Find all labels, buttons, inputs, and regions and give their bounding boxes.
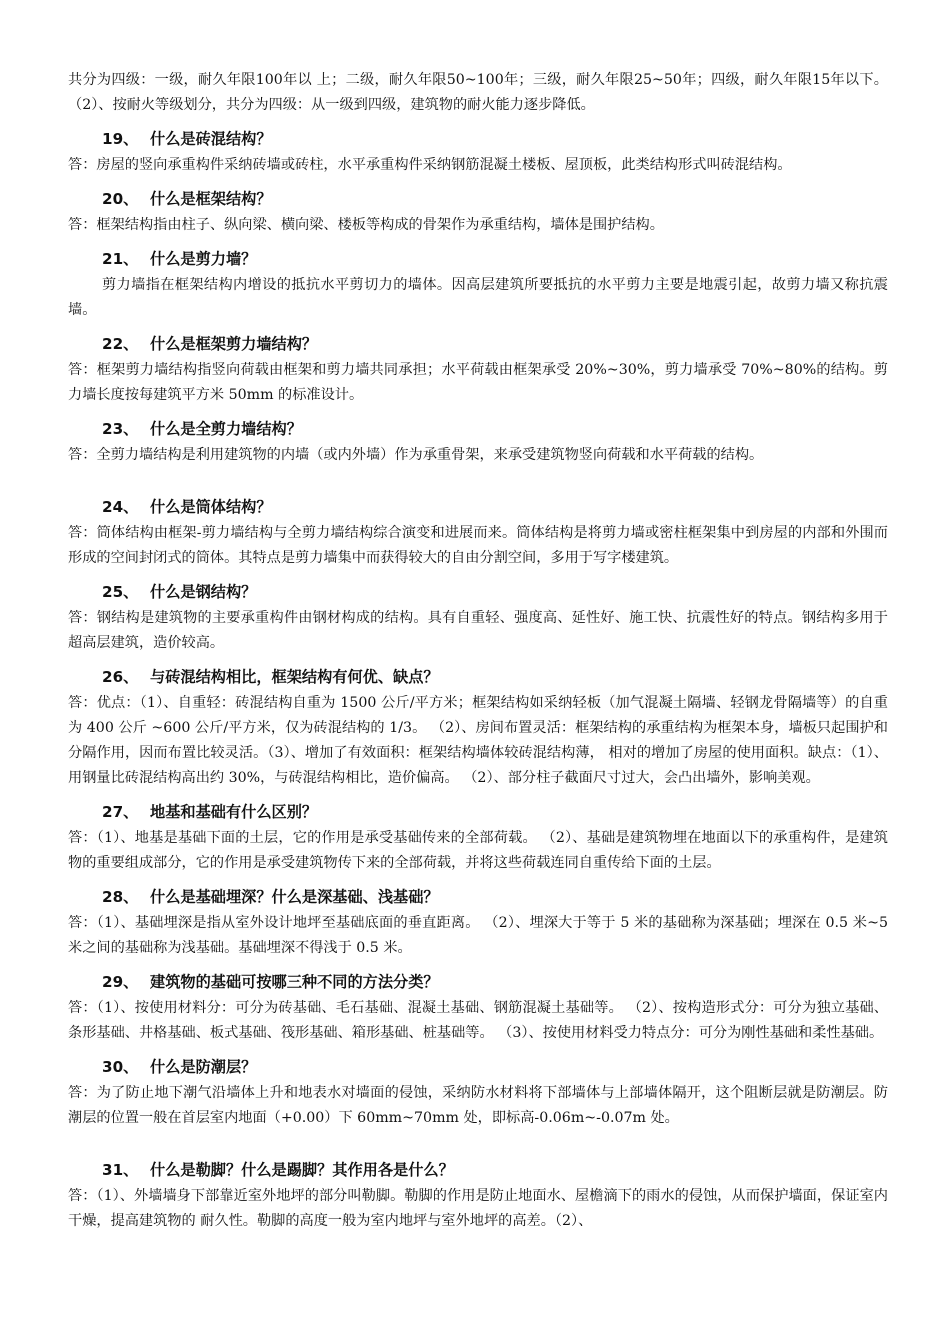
answer-25: 答：钢结构是建筑物的主要承重构件由钢材构成的结构。具有自重轻、强度高、延性好、施工快、抗震性好的特点。钢结构多用于超高层建筑，造价较高。 — [68, 610, 888, 651]
question-text: 什么是基础埋深？什么是深基础、浅基础？ — [150, 888, 439, 906]
question-text: 什么是全剪力墙结构？ — [150, 420, 302, 438]
question-number: 31、 — [102, 1161, 139, 1179]
question-number: 21、 — [102, 250, 139, 268]
answer-31: 答：（1）、外墙墙身下部靠近室外地坪的部分叫勒脚。勒脚的作用是防止地面水、屋檐滴下的雨水的侵蚀，从而保护墙面，保证室内干燥，提高建筑物的 耐久性。勒脚的高度一般为室内地坪与室外地坪的高差。（2）、 — [68, 1188, 888, 1229]
answer-22: 答：框架剪力墙结构指竖向荷载由框架和剪力墙共同承担；水平荷载由框架承受 20%~30%，剪力墙承受 70%~80%的结构。剪力墙长度按每建筑平方米 50mm 的标准设计。 — [68, 362, 888, 403]
answer-23: 答：全剪力墙结构是利用建筑物的内墙（或内外墙）作为承重骨架，来承受建筑物竖向荷载和水平荷载的结构。 — [68, 447, 764, 463]
question-number: 29、 — [102, 973, 139, 991]
answer-29: 答：（1）、按使用材料分：可分为砖基础、毛石基础、混凝土基础、钢筋混凝土基础等。 （2）、按构造形式分：可分为独立基础、条形基础、井格基础、板式基础、筏形基础、箱形基础、桩基础等。 （3）、按使用材料受力特点分：可分为刚性基础和柔性基础。 — [68, 1000, 888, 1041]
question-30 — [102, 1054, 888, 1081]
question-25 — [102, 579, 888, 606]
answer-24: 答：筒体结构由框架-剪力墙结构与全剪力墙结构综合演变和进展而来。筒体结构是将剪力墙或密柱框架集中到房屋的内部和外围而形成的空间封闭式的筒体。其特点是剪力墙集中而获得较大的自由分割空间，多用于写字楼建筑。 — [68, 525, 888, 566]
question-number: 19、 — [102, 130, 139, 148]
answer-30: 答：为了防止地下潮气沿墙体上升和地表水对墙面的侵蚀，采纳防水材料将下部墙体与上部墙体隔开，这个阻断层就是防潮层。防潮层的位置一般在首层室内地面（+0.00）下 60mm~70mm 处，即标高-0.06m~-0.07m 处。 — [68, 1085, 888, 1126]
question-22 — [102, 331, 888, 358]
question-text: 地基和基础有什么区别？ — [150, 803, 318, 821]
question-number: 28、 — [102, 888, 139, 906]
question-28 — [102, 884, 888, 911]
answer-26: 答：优点：（1）、自重轻：砖混结构自重为 1500 公斤/平方米；框架结构如采纳轻板（加气混凝土隔墙、轻钢龙骨隔墙等）的自重为 400 公斤 ~600 公斤/平方米，仅为砖混结构的 1/3。 （2）、房间布置灵活：框架结构的承重结构为框架本身，墙板只起围护和分隔作用，因而布置比较灵活。（3）、增加了有效面积：框架结构墙体较砖混结构薄， 相对的增加了房屋的使用面积。缺点：（1）、用钢量比砖混结构高出约 30%，与砖混结构相比，造价偏高。 （2）、部分柱子截面尺寸过大，会凸出墙外，影响美观。 — [68, 695, 888, 786]
question-31 — [102, 1157, 888, 1184]
question-20 — [102, 186, 888, 213]
question-text: 什么是框架剪力墙结构？ — [150, 335, 318, 353]
intro-paragraph: 共分为四级：一级，耐久年限100年以 上；二级，耐久年限50~100年；三级，耐久年限25~50年；四级，耐久年限15年以下。 （2）、按耐火等级划分，共分为四级：从一级到四级，建筑物的耐火能力逐步降低。 — [68, 72, 888, 113]
answer-27: 答：（1）、地基是基础下面的土层，它的作用是承受基础传来的全部荷载。 （2）、基础是建筑物埋在地面以下的承重构件，是建筑物的重要组成部分，它的作用是承受建筑物传下来的全部荷载，并将这些荷载连同自重传给下面的土层。 — [68, 830, 888, 871]
question-24 — [102, 494, 888, 521]
question-text: 什么是框架结构？ — [150, 190, 272, 208]
answer-21: 剪力墙指在框架结构内增设的抵抗水平剪切力的墙体。因高层建筑所要抵抗的水平剪力主要是地震引起，故剪力墙又称抗震墙。 — [68, 277, 888, 318]
question-text: 什么是防潮层？ — [150, 1058, 257, 1076]
question-text: 什么是勒脚？什么是踢脚？其作用各是什么？ — [150, 1161, 454, 1179]
question-21 — [102, 246, 888, 273]
answer-28: 答：（1）、基础埋深是指从室外设计地坪至基础底面的垂直距离。 （2）、埋深大于等于 5 米的基础称为深基础；埋深在 0.5 米~5 米之间的基础称为浅基础。基础埋深不得浅于 0.5 米。 — [68, 915, 888, 956]
question-26 — [102, 664, 888, 691]
question-number: 24、 — [102, 498, 139, 516]
question-19 — [102, 126, 888, 153]
question-number: 30、 — [102, 1058, 139, 1076]
question-29 — [102, 969, 888, 996]
question-text: 什么是剪力墙？ — [150, 250, 257, 268]
question-text: 建筑物的基础可按哪三种不同的方法分类？ — [150, 973, 439, 991]
question-number: 20、 — [102, 190, 139, 208]
question-number: 26、 — [102, 668, 139, 686]
question-text: 什么是钢结构？ — [150, 583, 257, 601]
question-27 — [102, 799, 888, 826]
question-23 — [102, 416, 888, 443]
question-number: 23、 — [102, 420, 139, 438]
question-text: 与砖混结构相比，框架结构有何优、缺点？ — [150, 668, 439, 686]
question-number: 25、 — [102, 583, 139, 601]
question-number: 27、 — [102, 803, 139, 821]
question-text: 什么是筒体结构？ — [150, 498, 272, 516]
question-text: 什么是砖混结构？ — [150, 130, 272, 148]
answer-19: 答：房屋的竖向承重构件采纳砖墙或砖柱，水平承重构件采纳钢筋混凝土楼板、屋顶板，此类结构形式叫砖混结构。 — [68, 157, 792, 173]
question-number: 22、 — [102, 335, 139, 353]
answer-20: 答：框架结构指由柱子、纵向梁、横向梁、楼板等构成的骨架作为承重结构，墙体是围护结构。 — [68, 217, 664, 233]
